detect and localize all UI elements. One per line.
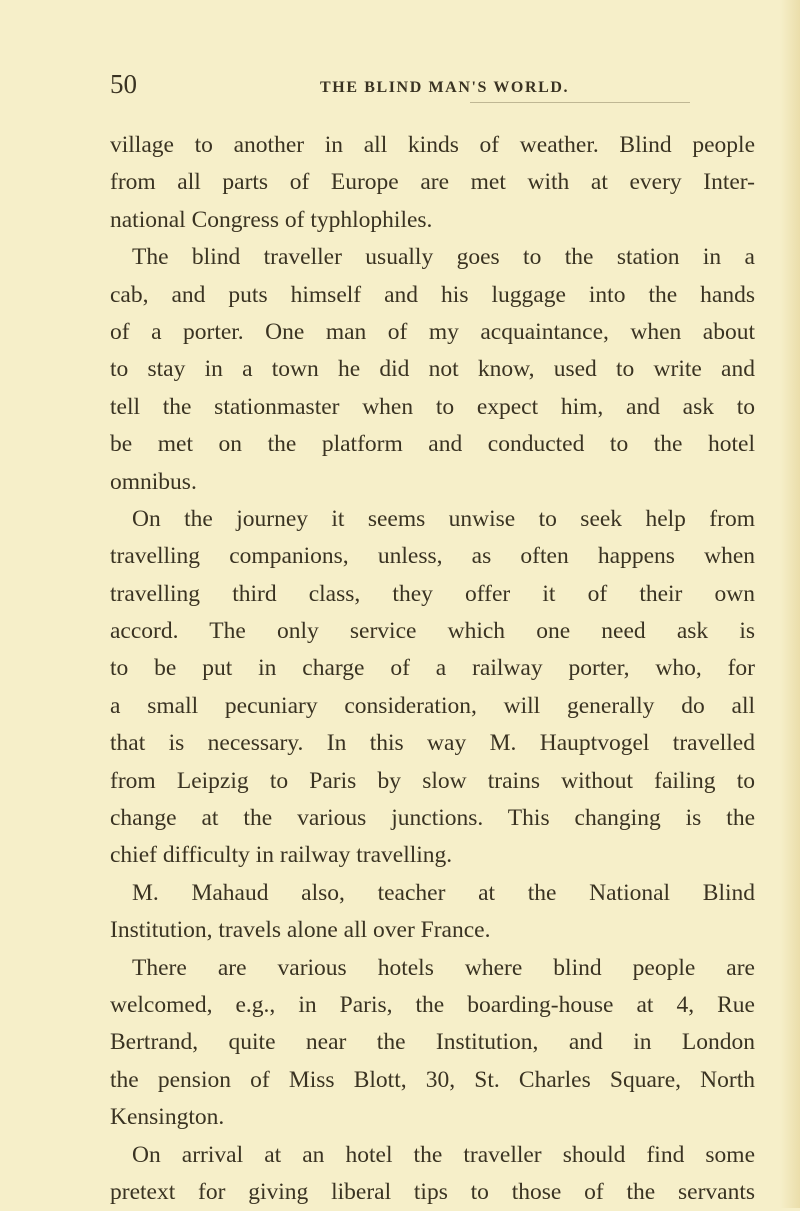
text-line: pretext for giving liberal tips to those of the servants bbox=[110, 1178, 755, 1205]
text-line: be met on the platform and conducted to the hotel bbox=[110, 431, 755, 458]
text-line: Institution, travels alone all over France. bbox=[110, 917, 491, 944]
text-line: village to another in all kinds of weather. Blind people bbox=[110, 132, 755, 158]
text-line: chief difficulty in railway travelling. bbox=[110, 842, 453, 869]
text-line: On the journey it seems unwise to seek help from bbox=[132, 505, 755, 532]
text-line: Kensington. bbox=[110, 1104, 225, 1131]
text-line: national Congress of typhlophiles. bbox=[110, 206, 433, 233]
text-line: of a porter. One man of my acquaintance, when about bbox=[110, 318, 755, 345]
text-line: the pension of Miss Blott, 30, St. Charles Square, North bbox=[110, 1066, 755, 1093]
running-head: THE BLIND MAN'S WORLD. bbox=[320, 79, 570, 96]
text-line: On arrival at an hotel the traveller should find some bbox=[132, 1141, 755, 1168]
text-line: from Leipzig to Paris by slow trains without failing to bbox=[110, 767, 755, 794]
text-line: The blind traveller usually goes to the station in a bbox=[132, 244, 755, 271]
text-line: to be put in charge of a railway porter, who, for bbox=[110, 655, 755, 682]
text-line: that is necessary. In this way M. Hauptvogel travelled bbox=[110, 730, 755, 757]
text-line: change at the various junctions. This changing is the bbox=[110, 805, 755, 832]
text-line: accord. The only service which one need ask is bbox=[110, 618, 755, 645]
text-line: M. Mahaud also, teacher at the National Blind bbox=[132, 879, 755, 906]
header-rule bbox=[470, 102, 690, 103]
text-line: from all parts of Europe are met with at every Inter- bbox=[110, 169, 755, 196]
text-line: Bertrand, quite near the Institution, and in London bbox=[110, 1029, 755, 1056]
text-line: a small pecuniary consideration, will generally do all bbox=[110, 692, 755, 719]
text-line: welcomed, e.g., in Paris, the boarding-house at 4, Rue bbox=[110, 991, 755, 1018]
text-line: to stay in a town he did not know, used to write and bbox=[110, 356, 755, 383]
text-line: There are various hotels where blind people are bbox=[132, 954, 755, 981]
text-line: omnibus. bbox=[110, 468, 197, 495]
page-number: 50 bbox=[110, 69, 137, 99]
text-line: tell the stationmaster when to expect him, and ask to bbox=[110, 393, 755, 420]
body-text bbox=[110, 127, 755, 1211]
text-line: cab, and puts himself and his luggage into the hands bbox=[110, 281, 755, 308]
text-line: travelling companions, unless, as often happens when bbox=[110, 543, 755, 570]
page-header bbox=[110, 66, 750, 106]
text-line: travelling third class, they offer it of their own bbox=[110, 580, 755, 607]
